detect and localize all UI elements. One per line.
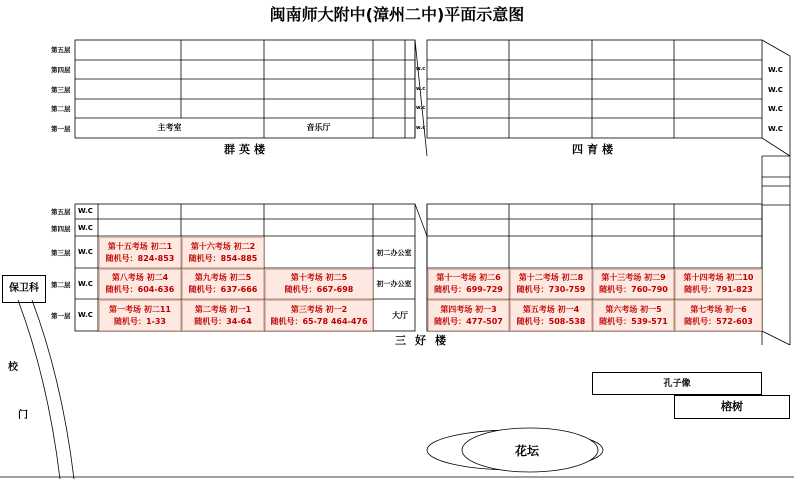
- exam-room-16: 第十六考场 初二2 随机号：854-885: [182, 237, 264, 268]
- gate-label-1: 校: [8, 362, 18, 373]
- exam-room-1: 第一考场 初二11 随机号：1-33: [99, 300, 181, 331]
- room-grade8-office: 初二办公室: [376, 248, 412, 257]
- exam-room-10: 第十考场 初二5 随机号：667-698: [265, 269, 373, 299]
- floor-label-1: 第一层: [51, 312, 71, 320]
- room-grade7-office: 初一办公室: [376, 280, 412, 288]
- floor-label-5: 第五层: [51, 46, 71, 54]
- wc-label: W.C: [768, 86, 783, 94]
- building-sanhao: 三好楼: [395, 334, 455, 347]
- room-music-hall: 音乐厅: [306, 123, 331, 132]
- exam-room-7: 第七考场 初一6 随机号：572-603: [675, 300, 762, 331]
- wc-label: w.c: [416, 86, 426, 92]
- gate-label-2: 门: [18, 410, 28, 421]
- page-title: 闽南师大附中(漳州二中)平面示意图: [269, 5, 525, 24]
- wc-label: W.C: [78, 224, 93, 232]
- exam-room-4: 第四考场 初一3 随机号：477-507: [428, 300, 509, 331]
- wc-label: w.c: [416, 105, 426, 111]
- flowerbed-label: 花坛: [515, 444, 540, 458]
- floor-label-1: 第一层: [51, 125, 71, 133]
- exam-room-15: 第十五考场 初二1 随机号：824-853: [99, 237, 181, 268]
- exam-room-5: 第五考场 初一4 随机号：508-538: [510, 300, 592, 331]
- floor-label-4: 第四层: [51, 225, 71, 233]
- exam-room-3: 第三考场 初一2 随机号：65-78 464-476: [265, 300, 373, 331]
- room-main-exam: 主考室: [157, 123, 182, 132]
- guard-office: 保卫科: [2, 275, 46, 303]
- floor-label-2: 第二层: [51, 281, 71, 289]
- banyan-tree: 榕树: [674, 395, 790, 419]
- exam-room-9: 第九考场 初二5 随机号：637-666: [182, 269, 264, 299]
- floor-label-2: 第二层: [51, 105, 71, 113]
- building-qunying: 群英楼: [224, 143, 269, 156]
- exam-room-13: 第十三考场 初二9 随机号：760-790: [593, 269, 674, 299]
- floor-label-3: 第三层: [51, 86, 71, 94]
- wc-label: W.C: [768, 66, 783, 74]
- exam-room-14: 第十四考场 初二10 随机号：791-823: [675, 269, 762, 299]
- wc-label: w.c: [416, 125, 426, 131]
- wc-label: W.C: [78, 311, 93, 319]
- wc-label: W.C: [768, 125, 783, 133]
- floor-label-4: 第四层: [51, 66, 71, 74]
- floor-label-3: 第三层: [51, 249, 71, 257]
- wc-label: W.C: [78, 280, 93, 288]
- wc-label: W.C: [78, 248, 93, 256]
- exam-room-6: 第六考场 初一5 随机号：539-571: [593, 300, 674, 331]
- exam-room-12: 第十二考场 初二8 随机号：730-759: [510, 269, 592, 299]
- exam-room-2: 第二考场 初一1 随机号：34-64: [182, 300, 264, 331]
- building-siyu: 四育楼: [572, 143, 617, 156]
- wc-label: w.c: [416, 66, 426, 72]
- exam-room-11: 第十一考场 初二6 随机号：699-729: [428, 269, 509, 299]
- wc-label: W.C: [768, 105, 783, 113]
- confucius-statue: 孔子像: [592, 372, 762, 395]
- exam-room-8: 第八考场 初二4 随机号：604-636: [99, 269, 181, 299]
- room-lobby: 大厅: [392, 310, 408, 320]
- wc-label: W.C: [78, 207, 93, 215]
- floor-label-5: 第五层: [51, 208, 71, 216]
